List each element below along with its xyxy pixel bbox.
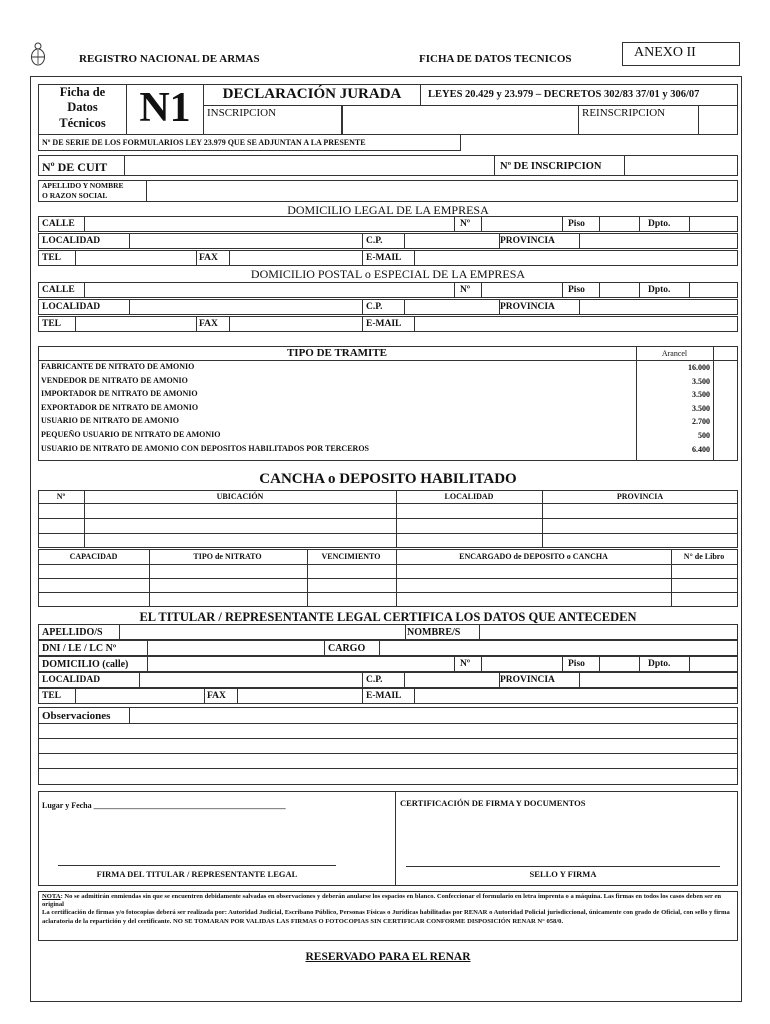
form-code: N1 bbox=[139, 85, 191, 131]
postal-tel-input[interactable] bbox=[75, 317, 193, 331]
tramite-label: VENDEDOR DE NITRATO DE AMONIO bbox=[41, 375, 188, 385]
inscripcion-label: INSCRIPCION bbox=[207, 107, 277, 119]
titular-cargo-label: CARGO bbox=[328, 643, 366, 654]
titular-piso-input[interactable] bbox=[600, 657, 638, 671]
ficha-label-2: Datos bbox=[67, 100, 98, 114]
tramite-checkbox[interactable] bbox=[714, 443, 736, 457]
legal-provincia-input[interactable] bbox=[580, 234, 736, 248]
titular-fax-input[interactable] bbox=[237, 689, 359, 703]
legal-localidad-input[interactable] bbox=[130, 234, 360, 248]
titular-domicilio-input[interactable] bbox=[148, 657, 453, 671]
titular-fax-label: FAX bbox=[207, 691, 226, 701]
tramite-price: 3.500 bbox=[692, 390, 710, 400]
tramite-label: USUARIO DE NITRATO DE AMONIO bbox=[41, 416, 179, 426]
cancha-col-localidad: LOCALIDAD bbox=[444, 492, 494, 501]
titular-apellidos-label: APELLIDO/S bbox=[42, 627, 103, 638]
laws-text: LEYES 20.429 y 23.979 – DECRETOS 302/83 37/01 y 306/07 bbox=[428, 89, 700, 100]
titular-domicilio-label: DOMICILIO (calle) bbox=[42, 659, 129, 670]
cancha-col-ubicacion: UBICACIÓN bbox=[216, 492, 264, 501]
titular-tel-label: TEL bbox=[42, 691, 62, 701]
postal-provincia-label: PROVINCIA bbox=[500, 302, 555, 312]
postal-dpto-input[interactable] bbox=[690, 283, 736, 297]
titular-apellidos-input[interactable] bbox=[120, 625, 402, 639]
tramite-checkbox[interactable] bbox=[714, 415, 736, 429]
postal-provincia-input[interactable] bbox=[580, 300, 736, 314]
titular-localidad-label: LOCALIDAD bbox=[42, 675, 101, 685]
tramite-title: TIPO DE TRAMITE bbox=[286, 347, 388, 359]
registry-title: REGISTRO NACIONAL DE ARMAS bbox=[79, 53, 260, 65]
inscripcion-number-label: Nº DE INSCRIPCION bbox=[500, 161, 602, 172]
postal-dpto-label: Dpto. bbox=[648, 285, 671, 295]
tramite-label: USUARIO DE NITRATO DE AMONIO CON DEPOSITOS HABILITADOS POR TERCEROS bbox=[41, 443, 369, 453]
cancha-col-vencimiento: VENCIMIENTO bbox=[321, 552, 381, 561]
annex-label: ANEXO II bbox=[634, 45, 696, 60]
inscripcion-checkbox[interactable] bbox=[341, 105, 343, 135]
serie-input[interactable] bbox=[461, 135, 731, 150]
tramite-price: 3.500 bbox=[692, 403, 710, 413]
tramite-row bbox=[38, 415, 738, 429]
tramite-row bbox=[38, 388, 738, 402]
titular-tel-input[interactable] bbox=[75, 689, 201, 703]
cancha-col-tipo: TIPO de NITRATO bbox=[193, 552, 262, 561]
cancha-col-capacidad: CAPACIDAD bbox=[69, 552, 118, 561]
titular-title: EL TITULAR / REPRESENTANTE LEGAL CERTIFICA LOS DATOS QUE ANTECEDEN bbox=[139, 610, 637, 624]
titular-nombres-label: NOMBRE/S bbox=[407, 627, 461, 638]
legal-numero-input[interactable] bbox=[482, 217, 560, 231]
tramite-checkbox[interactable] bbox=[714, 388, 736, 402]
arancel-label: Arancel bbox=[661, 349, 688, 358]
apellido-label-1: APELLIDO Y NOMBRE bbox=[42, 181, 124, 190]
postal-email-label: E-MAIL bbox=[366, 319, 402, 329]
legal-dpto-label: Dpto. bbox=[648, 219, 671, 229]
cancha-title: CANCHA o DEPOSITO HABILITADO bbox=[259, 471, 517, 487]
postal-email-input[interactable] bbox=[414, 317, 736, 331]
titular-cargo-input[interactable] bbox=[380, 641, 736, 655]
tramite-checkbox[interactable] bbox=[714, 402, 736, 416]
reinscripcion-label: REINSCRIPCION bbox=[582, 107, 666, 119]
coat-of-arms-icon bbox=[30, 42, 46, 68]
tramite-checkbox[interactable] bbox=[714, 429, 736, 443]
tramite-row bbox=[38, 361, 738, 375]
cuit-label: Nº DE CUIT bbox=[42, 160, 108, 174]
titular-numero-input[interactable] bbox=[482, 657, 560, 671]
nota-label: NOTA bbox=[42, 893, 61, 900]
postal-localidad-input[interactable] bbox=[130, 300, 360, 314]
titular-nombres-input[interactable] bbox=[480, 625, 736, 639]
tramite-price: 6.400 bbox=[692, 444, 710, 454]
certificacion-label: CERTIFICACIÓN DE FIRMA Y DOCUMENTOS bbox=[400, 798, 586, 808]
sello-signature-line[interactable] bbox=[406, 866, 720, 867]
apellido-label-2: O RAZON SOCIAL bbox=[42, 191, 108, 200]
postal-numero-label: Nº bbox=[460, 285, 470, 295]
postal-cp-label: C.P. bbox=[366, 302, 383, 312]
legal-piso-label: Piso bbox=[568, 219, 585, 229]
observaciones-input[interactable] bbox=[132, 708, 736, 783]
nota-text-1: : No se admitirán enmiendas sin que se encuentren debidamente salvadas en observaciones y deberán anularse los espacios en blanco. Confeccionar el formulario en letra imprenta o a máquina. Las firmas en todos los casos deben ser en original bbox=[42, 893, 722, 909]
tramite-price: 16.000 bbox=[688, 363, 710, 372]
legal-dpto-input[interactable] bbox=[690, 217, 736, 231]
lugar-fecha-label: Lugar y Fecha ________________________________________________ bbox=[42, 801, 286, 810]
legal-fax-label: FAX bbox=[199, 253, 218, 263]
cuit-input[interactable] bbox=[125, 156, 491, 175]
ficha-label-1: Ficha de bbox=[59, 85, 106, 99]
reservado-label: RESERVADO PARA EL RENAR bbox=[305, 951, 471, 963]
legal-cp-input[interactable] bbox=[404, 234, 496, 248]
tramite-label: IMPORTADOR DE NITRATO DE AMONIO bbox=[41, 389, 198, 399]
legal-email-label: E-MAIL bbox=[366, 253, 402, 263]
titular-email-label: E-MAIL bbox=[366, 691, 402, 701]
postal-numero-input[interactable] bbox=[482, 283, 560, 297]
legal-provincia-label: PROVINCIA bbox=[500, 236, 555, 246]
legal-email-input[interactable] bbox=[414, 251, 736, 265]
nota-text-2: La certificación de firmas y/o fotocopias deberá ser realizada por: Autoridad Judicial, Escribano Público, Personas Físicas o Jurídicas habilitadas por RENAR o Autoridad Policial jurisdiccional, únicamente con grado de Oficial, con sello y firma aclaratoria de la repartición y del certificante. NO SE TOMARAN POR VALIDAS LAS FIRMAS O FOTOCOPIAS SIN CERTIFICAR CONFORME DISPOSICIÓN RENAR N° 058/0. bbox=[42, 909, 730, 925]
tramite-price: 2.700 bbox=[692, 417, 710, 427]
reinscripcion-cell bbox=[578, 105, 579, 135]
postal-calle-input[interactable] bbox=[85, 283, 453, 297]
titular-numero-label: Nº bbox=[460, 659, 470, 669]
tramite-row bbox=[38, 429, 738, 443]
tramite-row bbox=[38, 443, 738, 457]
tramite-label: EXPORTADOR DE NITRATO DE AMONIO bbox=[41, 402, 199, 412]
nota-text bbox=[42, 893, 735, 926]
razon-social-input[interactable] bbox=[147, 181, 735, 201]
titular-dpto-input[interactable] bbox=[690, 657, 736, 671]
reinscripcion-checkbox[interactable] bbox=[698, 105, 738, 135]
legal-tel-input[interactable] bbox=[75, 251, 193, 265]
postal-fax-label: FAX bbox=[199, 319, 218, 329]
postal-cp-input[interactable] bbox=[404, 300, 496, 314]
titular-cp-input[interactable] bbox=[404, 673, 496, 687]
domicilio-legal-title: DOMICILIO LEGAL DE LA EMPRESA bbox=[287, 203, 489, 217]
tramite-checkbox[interactable] bbox=[714, 375, 736, 389]
postal-localidad-label: LOCALIDAD bbox=[42, 302, 101, 312]
postal-piso-input[interactable] bbox=[600, 283, 638, 297]
tramite-label: FABRICANTE DE NITRATO DE AMONIO bbox=[41, 362, 195, 371]
tramite-price: 3.500 bbox=[692, 376, 710, 386]
titular-email-input[interactable] bbox=[414, 689, 736, 703]
legal-calle-input[interactable] bbox=[85, 217, 453, 231]
ficha-label-3: Técnicos bbox=[59, 116, 106, 130]
postal-calle-label: CALLE bbox=[42, 285, 75, 295]
sello-label: SELLO Y FIRMA bbox=[529, 869, 597, 879]
cancha-col-libro: N° de Libro bbox=[683, 552, 725, 561]
legal-tel-label: TEL bbox=[42, 253, 62, 263]
tramite-row bbox=[38, 402, 738, 416]
cancha-col-provincia: PROVINCIA bbox=[616, 492, 664, 501]
ficha-datos-title: FICHA DE DATOS TECNICOS bbox=[419, 53, 572, 65]
cancha-col-n: Nº bbox=[56, 492, 66, 501]
declaration-title: DECLARACIÓN JURADA bbox=[222, 86, 402, 102]
legal-piso-input[interactable] bbox=[600, 217, 638, 231]
legal-numero-label: Nº bbox=[460, 219, 470, 229]
titular-dni-input[interactable] bbox=[148, 641, 322, 655]
titular-dni-label: DNI / LE / LC Nº bbox=[42, 643, 117, 654]
titular-signature-line[interactable] bbox=[58, 865, 336, 866]
titular-localidad-input[interactable] bbox=[140, 673, 360, 687]
legal-localidad-label: LOCALIDAD bbox=[42, 236, 101, 246]
legal-fax-input[interactable] bbox=[229, 251, 359, 265]
postal-fax-input[interactable] bbox=[229, 317, 359, 331]
legal-calle-label: CALLE bbox=[42, 219, 75, 229]
postal-tel-label: TEL bbox=[42, 319, 62, 329]
postal-piso-label: Piso bbox=[568, 285, 585, 295]
titular-dpto-label: Dpto. bbox=[648, 659, 671, 669]
domicilio-postal-title: DOMICILIO POSTAL o ESPECIAL DE LA EMPRESA bbox=[250, 267, 526, 281]
inscripcion-number-input[interactable] bbox=[625, 156, 737, 175]
titular-provincia-label: PROVINCIA bbox=[500, 675, 555, 685]
serie-label: Nº DE SERIE DE LOS FORMULARIOS LEY 23.979 QUE SE ADJUNTAN A LA PRESENTE bbox=[42, 138, 366, 147]
titular-provincia-input[interactable] bbox=[580, 673, 736, 687]
firma-titular-label: FIRMA DEL TITULAR / REPRESENTANTE LEGAL bbox=[96, 869, 298, 879]
legal-cp-label: C.P. bbox=[366, 236, 383, 246]
tramite-label: PEQUEÑO USUARIO DE NITRATO DE AMONIO bbox=[41, 430, 221, 439]
observaciones-label: Observaciones bbox=[42, 710, 111, 722]
titular-piso-label: Piso bbox=[568, 659, 585, 669]
tramite-row bbox=[38, 375, 738, 389]
tramite-checkbox[interactable] bbox=[714, 361, 736, 375]
titular-cp-label: C.P. bbox=[366, 675, 383, 685]
cancha-col-encargado: ENCARGADO de DEPOSITO o CANCHA bbox=[459, 552, 608, 561]
tramite-price: 500 bbox=[698, 431, 710, 440]
